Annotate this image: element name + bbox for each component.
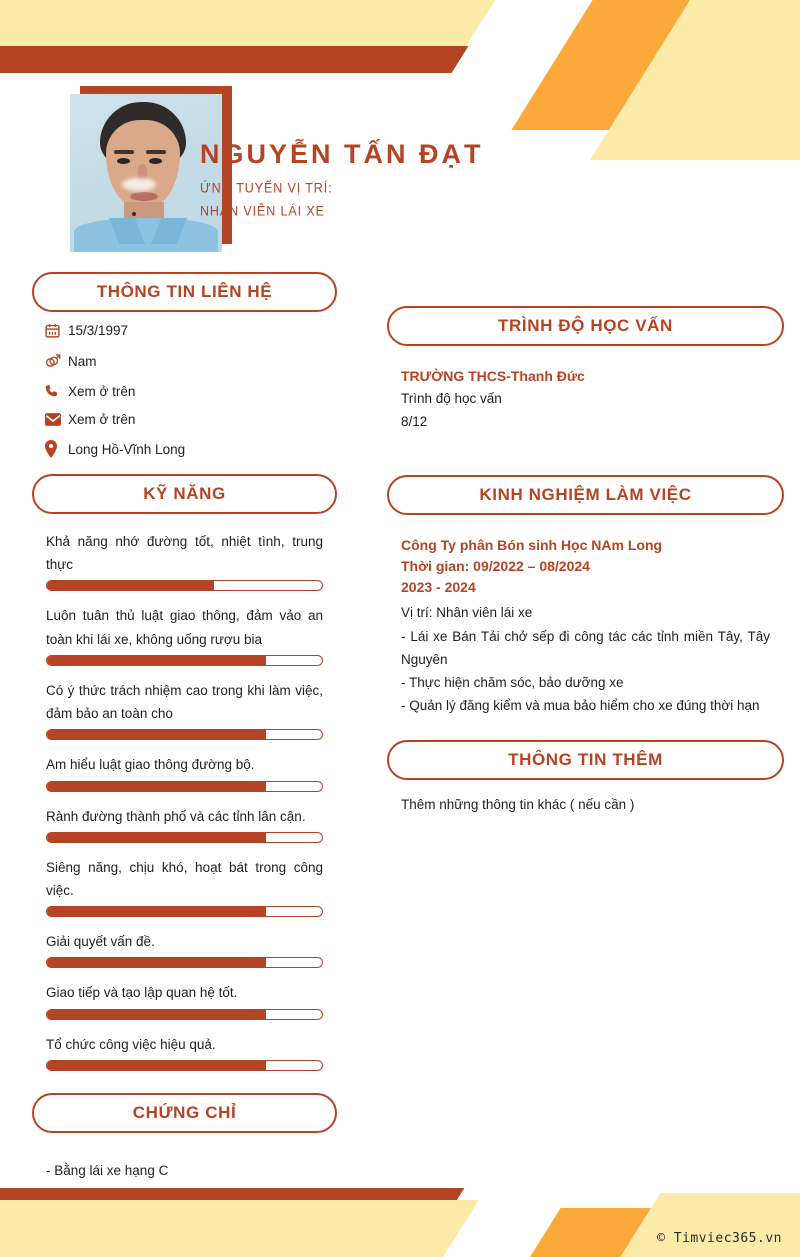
skill-bar-fill bbox=[46, 832, 266, 843]
skill-bar-fill bbox=[46, 957, 266, 968]
calendar-icon bbox=[44, 322, 68, 339]
skill-item bbox=[46, 805, 323, 843]
experience-time: Thời gian: 09/2022 – 08/2024 bbox=[401, 558, 590, 575]
skill-bar bbox=[46, 906, 323, 917]
education-school: TRƯỜNG THCS-Thanh Đức bbox=[401, 368, 585, 384]
skill-label: Khả năng nhớ đường tốt, nhiệt tình, trung thực bbox=[46, 534, 323, 573]
footer-yellow-parallelogram-right bbox=[620, 1193, 800, 1257]
section-education bbox=[387, 306, 784, 433]
additional-info-body bbox=[387, 780, 784, 816]
contact-list bbox=[32, 312, 337, 458]
additional-info-text: Thêm những thông tin khác ( nếu cần ) bbox=[401, 796, 635, 812]
education-degree-value: 8/12 bbox=[401, 414, 428, 430]
experience-company: Công Ty phân Bón sinh Học NAm Long bbox=[401, 537, 663, 554]
applying-position: NHÂN VIÊN LÁI XE bbox=[200, 202, 325, 219]
skill-item bbox=[46, 856, 323, 917]
contact-row-phone bbox=[44, 383, 337, 399]
certificates-list bbox=[32, 1133, 337, 1182]
section-title-contact: THÔNG TIN LIÊN HỆ bbox=[32, 272, 337, 312]
skill-label: Giao tiếp và tạo lập quan hệ tốt. bbox=[46, 985, 238, 1001]
skill-bar-fill bbox=[46, 1060, 266, 1071]
skill-item bbox=[46, 604, 323, 665]
section-title-skills: KỸ NĂNG bbox=[32, 474, 337, 514]
section-experience bbox=[387, 475, 784, 717]
applying-label: ỨNG TUYỂN VỊ TRÍ: bbox=[200, 179, 333, 196]
footer-credit: © Timviec365.vn bbox=[657, 1231, 782, 1246]
left-column bbox=[32, 272, 337, 1196]
contact-row-gender bbox=[44, 352, 337, 370]
section-contact bbox=[32, 272, 337, 458]
contact-value-address: Long Hồ-Vĩnh Long bbox=[68, 441, 186, 457]
skill-bar-fill bbox=[46, 781, 266, 792]
contact-value-gender: Nam bbox=[68, 353, 97, 369]
experience-duty: - Lái xe Bán Tải chở sếp đi công tác các tỉnh miền Tây, Tây Nguyên bbox=[401, 628, 770, 667]
skill-bar bbox=[46, 1060, 323, 1071]
skill-item bbox=[46, 981, 323, 1019]
experience-duty: - Quản lý đăng kiểm và mua bảo hiểm cho xe đúng thời hạn bbox=[401, 698, 760, 714]
skill-bar-fill bbox=[46, 1009, 266, 1020]
skill-item bbox=[46, 530, 323, 591]
contact-row-email bbox=[44, 412, 337, 427]
contact-row-birthday bbox=[44, 322, 337, 339]
skill-item bbox=[46, 753, 323, 791]
gender-icon bbox=[44, 352, 68, 370]
header-yellow-band-left bbox=[0, 0, 495, 48]
skill-bar bbox=[46, 957, 323, 968]
skill-label: Rành đường thành phố và các tỉnh lân cận. bbox=[46, 808, 306, 824]
skill-bar bbox=[46, 1009, 323, 1020]
skill-label: Luôn tuân thủ luật giao thông, đảm vảo an toàn khi lái xe, không uống rượu bia bbox=[46, 608, 323, 647]
contact-value-email: Xem ở trên bbox=[68, 412, 136, 427]
cv-header bbox=[0, 78, 800, 258]
skill-bar bbox=[46, 655, 323, 666]
phone-icon bbox=[44, 383, 68, 399]
section-title-experience: KINH NGHIỆM LÀM VIỆC bbox=[387, 475, 784, 515]
skill-item bbox=[46, 1033, 323, 1071]
skill-label: Tổ chức công việc hiệu quả. bbox=[46, 1036, 216, 1052]
experience-years: 2023 - 2024 bbox=[401, 579, 476, 596]
experience-position: Vị trí: Nhân viên lái xe bbox=[401, 605, 533, 621]
section-title-education: TRÌNH ĐỘ HỌC VẤN bbox=[387, 306, 784, 346]
identity-block bbox=[200, 140, 620, 226]
skill-bar bbox=[46, 832, 323, 843]
skill-label: Siêng năng, chịu khó, hoạt bát trong công việc. bbox=[46, 859, 323, 898]
skill-bar-fill bbox=[46, 729, 266, 740]
location-pin-icon bbox=[44, 440, 68, 458]
skills-list bbox=[32, 514, 337, 1071]
skill-bar-fill bbox=[46, 906, 266, 917]
skill-item bbox=[46, 679, 323, 740]
email-icon bbox=[44, 412, 68, 427]
contact-value-phone: Xem ở trên bbox=[68, 383, 136, 399]
experience-body bbox=[387, 515, 784, 717]
section-title-certificates: CHỨNG CHỈ bbox=[32, 1093, 337, 1133]
skill-label: Giải quyết vấn đề. bbox=[46, 934, 155, 950]
section-skills bbox=[32, 474, 337, 1071]
footer-yellow-band-left bbox=[0, 1200, 479, 1257]
skill-bar-fill bbox=[46, 580, 214, 591]
skill-label: Am hiểu luật giao thông đường bộ. bbox=[46, 757, 255, 773]
skill-item bbox=[46, 930, 323, 968]
education-degree-label: Trình độ học vấn bbox=[401, 391, 502, 406]
page-title: NGUYỄN TẤN ĐẠT bbox=[200, 139, 484, 169]
education-body bbox=[387, 346, 784, 433]
header-red-band-left bbox=[0, 46, 468, 73]
skill-bar bbox=[46, 781, 323, 792]
skill-label: Có ý thức trách nhiệm cao trong khi làm việc, đảm bảo an toàn cho bbox=[46, 682, 323, 722]
experience-duty: - Thực hiện chăm sóc, bảo dưỡng xe bbox=[401, 675, 624, 691]
skill-bar-fill bbox=[46, 655, 266, 666]
contact-row-address bbox=[44, 440, 337, 458]
right-column bbox=[387, 306, 784, 830]
skill-bar bbox=[46, 580, 323, 591]
section-additional-info bbox=[387, 740, 784, 816]
skill-bar bbox=[46, 729, 323, 740]
section-title-additional-info: THÔNG TIN THÊM bbox=[387, 740, 784, 780]
section-certificates bbox=[32, 1093, 337, 1182]
contact-value-birthday: 15/3/1997 bbox=[68, 323, 129, 338]
certificate-item: - Bằng lái xe hạng C bbox=[46, 1162, 169, 1178]
